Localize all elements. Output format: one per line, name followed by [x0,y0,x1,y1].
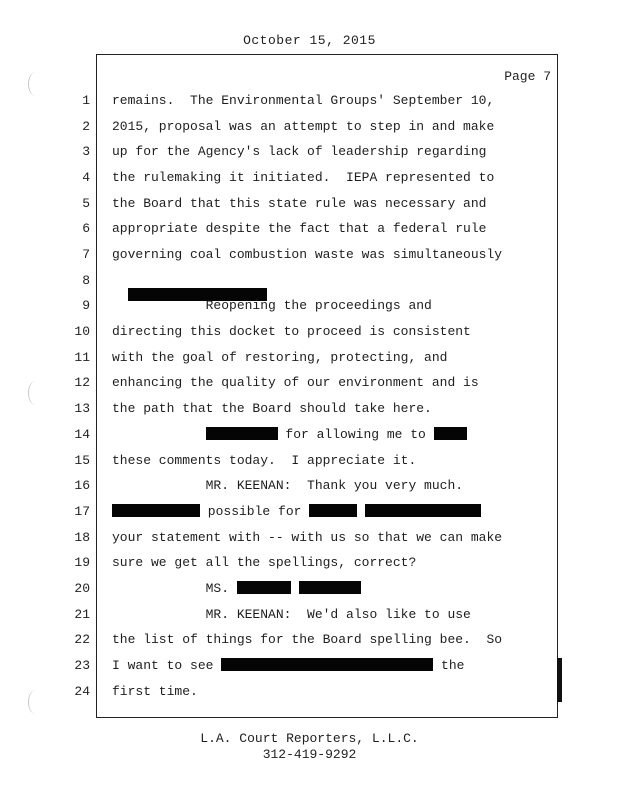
line-number: 16 [74,478,90,493]
line-number: 17 [74,504,90,519]
line-number: 8 [82,273,90,288]
line-fragment [291,581,299,596]
line-fragment [357,504,365,519]
redaction-bar [299,581,361,594]
transcript-line [112,658,464,673]
transcript-line: first time. [112,684,198,699]
line-number: 9 [82,298,90,313]
transcript-line: Reopening the proceedings and [112,298,432,313]
redaction-bar [221,658,433,671]
reporter-company: L.A. Court Reporters, L.L.C. [200,731,419,746]
line-number: 2 [82,119,90,134]
line-number: 23 [74,658,90,673]
transcript-line [112,427,467,442]
transcript-date-header: October 15, 2015 [243,33,376,48]
transcript-line: up for the Agency's lack of leadership regarding [112,144,487,159]
line-number: 19 [74,555,90,570]
line-number: 11 [74,350,90,365]
binder-hole-top [28,72,43,96]
transcript-line: governing coal combustion waste was simultaneously [112,247,503,262]
binder-hole-bottom [28,690,43,714]
transcript-line: 2015, proposal was an attempt to step in and make [112,119,495,134]
redaction-bar [112,504,200,517]
transcript-line: directing this docket to proceed is consistent [112,324,471,339]
line-number: 3 [82,144,90,159]
line-number: 6 [82,221,90,236]
line-fragment: MS. [112,581,237,596]
transcript-line: sure we get all the spellings, correct? [112,555,417,570]
line-number: 24 [74,684,90,699]
line-number: 7 [82,247,90,262]
redaction-bar [434,427,467,440]
redaction-bar [309,504,357,517]
binder-hole-middle [28,381,43,405]
transcript-line: with the goal of restoring, protecting, and [112,350,448,365]
transcript-line: remains. The Environmental Groups' September 10, [112,93,495,108]
line-fragment: I want to see [112,658,222,673]
line-number: 20 [74,581,90,596]
redaction-bar [237,581,291,594]
transcript-line: MR. KEENAN: Thank you very much. [112,478,464,493]
line-number: 12 [74,375,90,390]
line-fragment: possible for [200,504,310,519]
line-number: 21 [74,607,90,622]
page-number: Page 7 [504,69,551,84]
line-fragment: for allowing me to [277,427,434,442]
line-number: 22 [74,632,90,647]
line-fragment: the [433,658,465,673]
transcript-line: these comments today. I appreciate it. [112,453,417,468]
transcript-line: the rulemaking it initiated. IEPA represented to [112,170,495,185]
line-number: 13 [74,401,90,416]
line-number: 15 [74,453,90,468]
line-fragment [112,427,206,442]
transcript-line: the list of things for the Board spelling bee. So [112,632,503,647]
transcript-line [112,504,481,519]
line-number: 18 [74,530,90,545]
court-reporter-footer [0,731,619,763]
transcript-line: appropriate despite the fact that a federal rule [112,221,487,236]
margin-scan-mark [557,658,562,702]
transcript-line: the path that the Board should take here. [112,401,432,416]
line-number: 5 [82,196,90,211]
transcript-line: enhancing the quality of our environment and is [112,375,479,390]
line-number: 1 [82,93,90,108]
transcript-line: the Board that this state rule was necessary and [112,196,487,211]
line-number: 14 [74,427,90,442]
redaction-bar [206,427,278,440]
reporter-phone: 312-419-9292 [262,747,357,762]
redaction-bar [365,504,481,517]
transcript-line: MR. KEENAN: We'd also like to use [112,607,471,622]
line-number: 10 [74,324,90,339]
transcript-line [112,581,361,596]
transcript-line: your statement with -- with us so that we can make [112,530,503,545]
line-number: 4 [82,170,90,185]
